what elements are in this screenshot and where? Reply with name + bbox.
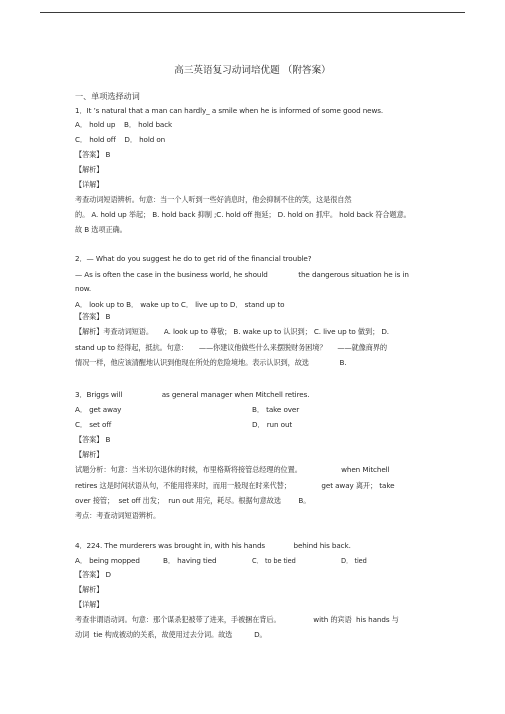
q3-explanation-1: 试题分析：句意：当米切尔退休的时候，布里格斯将接管总经理的位置。 when Mitchell bbox=[75, 465, 390, 474]
q4-option-a: A． being mopped bbox=[75, 556, 140, 565]
page-title: 高三英语复习动词培优题 （附答案） bbox=[174, 65, 331, 76]
q3-explanation-3: over 接管； set off 出发； run out 用完，耗尽。根据句意故选 B。 bbox=[75, 496, 311, 505]
q2-explanation-2: stand up to 经得起，抵抗。句意： ——你建议他做些什么来摆脱财务困境？ ——就像商界的 bbox=[75, 343, 387, 352]
q4-option-c: C． to be tied bbox=[252, 557, 296, 565]
q2-explanation-1: 【解析】考查动词短语。 A. look up to 尊敬； B. wake up to 认识到； C. live up to 做到； D. bbox=[75, 327, 389, 336]
q1-options-ab: A． hold up B． hold back bbox=[75, 120, 173, 129]
q1-answer: 【答案】 B bbox=[75, 150, 111, 159]
q3-option-c: C． set off bbox=[75, 420, 112, 429]
q3-stem: 3．Briggs will as general manager when Mitchell retires. bbox=[75, 390, 310, 399]
q2-stem: 2．— What do you suggest he do to get rid of the financial trouble? bbox=[75, 254, 312, 263]
q3-option-a: A． get away bbox=[75, 405, 122, 414]
q1-explanation-2: 的。 A. hold up 举起； B. hold back 抑制 ;C. hold off 拖延； D. hold on 抓牢。 hold back 符合题意。 bbox=[75, 210, 411, 219]
q4-answer: 【答案】 D bbox=[75, 570, 111, 579]
q3-kaodian: 考点：考查动词短语辨析。 bbox=[75, 511, 161, 520]
q4-option-b: B． having tied bbox=[163, 556, 217, 565]
q1-xiangjie-label: 【详解】 bbox=[75, 180, 104, 189]
q3-explanation-2: retires 这是时间状语从句，不能用将来时，而用一般现在时来代替； get away 离开； take bbox=[75, 481, 395, 490]
q2-explanation-3: 情况一样，他应该清醒地认识到他现在所处的危险境地。表示认识到，故选 B. bbox=[75, 358, 347, 367]
q4-stem: 4．224. The murderers was brought in, with his hands behind his back. bbox=[75, 541, 351, 550]
section-heading: 一、单项选择动词 bbox=[75, 91, 140, 101]
q2-options: A． look up to B． wake up to C． live up to D． stand up to bbox=[75, 300, 285, 309]
q4-explanation-2: 动词 tie 构成被动的关系，故使用过去分词。故选 D。 bbox=[75, 630, 267, 639]
q1-explanation-1: 考查动词短语辨析。句意：当一个人听到一些好消息时，他会抑制不住的笑，这是很自然 bbox=[75, 195, 352, 204]
q1-jiexi-label: 【解析】 bbox=[75, 165, 104, 174]
q1-stem: 1．It ’s natural that a man can hardly_ a smile when he is informed of some good news. bbox=[75, 106, 384, 115]
q4-option-d: D． tied bbox=[341, 557, 367, 565]
q4-explanation-1: 考查非谓语动词。句意：那个谋杀犯被带了进来，手被捆在背后。 with 的宾语 his hands 与 bbox=[75, 615, 399, 624]
q3-option-d: D． run out bbox=[252, 420, 293, 429]
q2-answer: 【答案】 B bbox=[75, 312, 111, 321]
q3-answer: 【答案】 B bbox=[75, 435, 111, 444]
header-rule bbox=[40, 12, 465, 13]
q4-xiangjie-label: 【详解】 bbox=[75, 600, 104, 609]
q1-explanation-3: 故 B 选项正确。 bbox=[75, 225, 127, 234]
q1-options-cd: C． hold off D． hold on bbox=[75, 135, 166, 144]
q3-option-b: B． take over bbox=[252, 405, 300, 414]
q2-stem-line2: — As is often the case in the business world, he should the dangerous situation he is in bbox=[75, 270, 409, 279]
q2-stem-line3: now. bbox=[75, 284, 92, 293]
q3-jiexi-label: 【解析】 bbox=[75, 450, 104, 459]
q4-jiexi-label: 【解析】 bbox=[75, 585, 104, 594]
